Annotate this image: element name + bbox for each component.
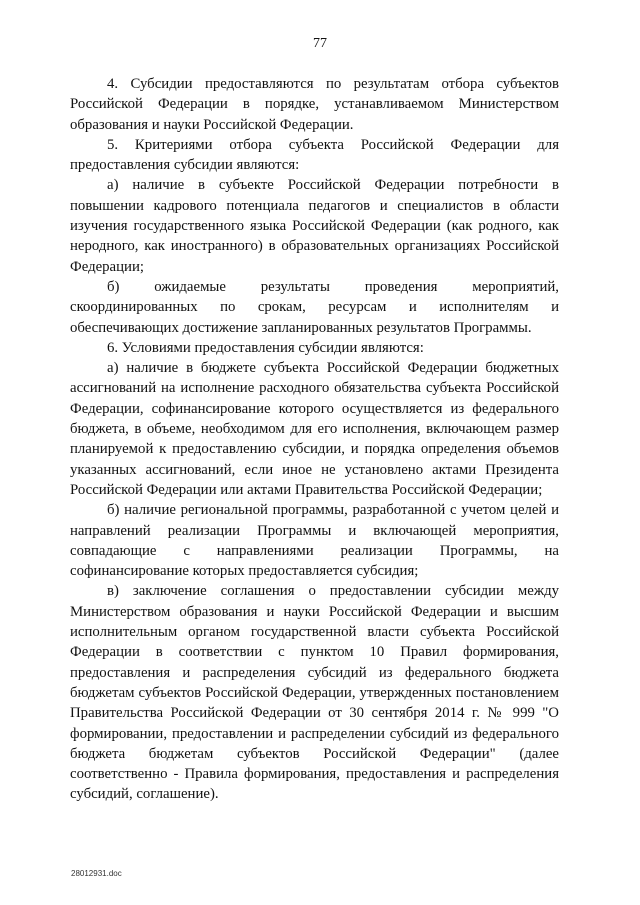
paragraph-5-criteria: 5. Критериями отбора субъекта Российской Федерации для предоставления субсидии являются: (70, 136, 559, 174)
paragraph-4-subsidies: 4. Субсидии предоставляются по результатам отбора субъектов Российской Федерации в порядке, устанавливаемом Министерством образования и науки Российской Федерации. (70, 76, 559, 133)
paragraph-6b: б) наличие региональной программы, разработанной с учетом целей и направлений реализации Программы и включающей мероприятия, совпадающие с направлениями реализации Программы, на софинансирование которых предоставляется субсидия; (70, 502, 559, 580)
document-filename: 28012931.doc (71, 869, 122, 878)
paragraph-5a: а) наличие в субъекте Российской Федерации потребности в повышении кадрового потенциала педагогов и специалистов в области изучения государственного языка Российской Федерации (как родного, как неродного, как иностранного) в образовательных организациях Российской Федерации; (70, 177, 559, 275)
document-body (70, 74, 559, 805)
paragraph-6v: в) заключение соглашения о предоставлении субсидии между Министерством образования и науки Российской Федерации и высшим исполнительным органом государственной власти субъекта Российской Федерации в соответствии с пунктом 10 Правил формирования, предоставления и распределения субсидий из федерального бюджета бюджетам субъектов Российской Федерации, утвержденных постановлением Правительства Российской Федерации от 30 сентября 2014 г. № 999 "О формировании, предоставлении и распределении субсидий из федерального бюджета бюджетам субъектов Российской Федерации" (далее соответственно - Правила формирования, предоставления и распределения субсидий, соглашение). (70, 583, 559, 803)
paragraph-6a: а) наличие в бюджете субъекта Российской Федерации бюджетных ассигнований на исполнение расходного обязательства субъекта Российской Федерации, софинансирование которого осуществляется из федерального бюджета, в объеме, необходимом для его исполнения, включающем размер планируемой к предоставлению субсидии, и порядка определения объемов указанных ассигнований, если иное не установлено актами Президента Российской Федерации или актами Правительства Российской Федерации; (70, 360, 559, 498)
paragraph-5b: б) ожидаемые результаты проведения мероприятий, скоординированных по срокам, ресурсам и исполнителям и обеспечивающих достижение запланированных результатов Программы. (70, 278, 559, 336)
paragraph-6-conditions: 6. Условиями предоставления субсидии являются: (107, 339, 424, 356)
page-number: 77 (313, 36, 327, 51)
